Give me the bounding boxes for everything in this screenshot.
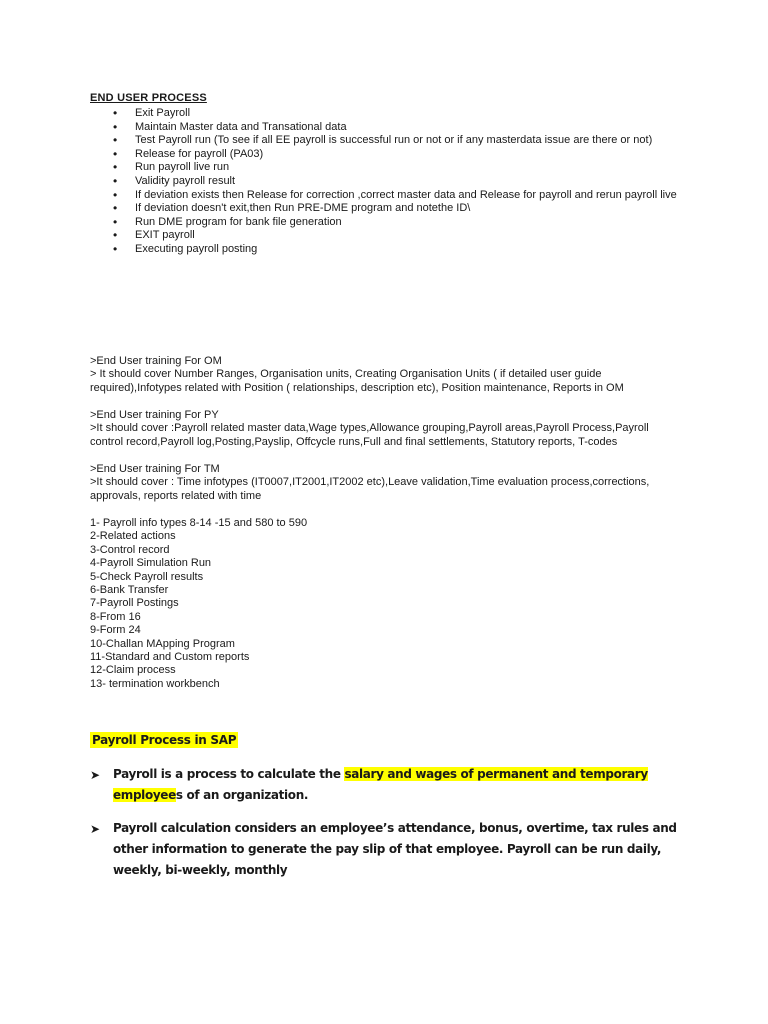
list-item: • Validity payroll result [90,175,690,189]
list-item: • If deviation doesn't exit,then Run PRE-DME program and notethe ID\ [90,202,690,216]
list-item: 7-Payroll Postings [90,597,179,610]
training-py-text: >It should cover :Payroll related master data,Wage types,Allowance grouping,Payroll areas,Payroll Process,Payroll control record,Payroll log,Posting,Payslip, Offcycle runs,Full and final settlements, Statutory reports, T-codes [90,422,652,448]
training-tm-text: >It should cover : Time infotypes (IT0007,IT2001,IT2002 etc),Leave validation,Time evaluation process,corrections, approvals, reports related with time [90,476,653,502]
list-item: • Release for payroll (PA03) [90,148,690,162]
list-item: • Run DME program for bank file generation [90,216,690,230]
list-item: 8-From 16 [90,610,141,623]
training-py-title: >End User training For PY [90,409,219,421]
list-item: • Run payroll live run [90,161,690,175]
point1-text-before: Payroll is a process to calculate the [113,767,345,781]
list-item: • If deviation exists then Release for correction ,correct master data and Release for payroll and rerun payroll live [90,189,690,203]
list-item: 11-Standard and Custom reports [90,651,250,664]
point2-text: Payroll calculation considers an employee’s attendance, bonus, overtime, tax rules and other information to generate the pay slip of that employee. Payroll can be run daily, weekly, bi-weekly, monthly [113,821,677,877]
list-item: • Maintain Master data and Transational data [90,121,690,135]
end-user-process-heading: END USER PROCESS [90,92,207,104]
process-steps-list [90,107,690,257]
list-item: • Test Payroll run (To see if all EE payroll is successful run or not or if any masterdata issue are there or not) [90,134,690,148]
list-item: 10-Challan MApping Program [90,637,235,650]
arrow-bullet-icon: ➤ [90,768,100,782]
training-om-paragraph [90,355,680,395]
list-item: 5-Check Payroll results [90,570,204,583]
list-item: 1- Payroll info types 8-14 -15 and 580 to 590 [90,517,308,529]
numbered-topics-list [90,517,307,691]
arrow-bullet-icon: ➤ [90,822,100,836]
training-om-text: > It should cover Number Ranges, Organisation units, Creating Organisation Units ( if detailed user guide required),Infotypes related with Position ( relationships, description etc), Position maintenance, Reports in OM [90,368,624,394]
list-item: 12-Claim process [90,664,176,677]
list-item: 2-Related actions [90,530,176,543]
list-item: 3-Control record [90,543,170,556]
list-item: • Executing payroll posting [90,243,690,257]
list-item: • Exit Payroll [90,107,690,121]
training-tm-paragraph [90,463,680,503]
point1-text-after: s of an organization. [175,788,309,802]
payroll-process-sap-title: Payroll Process in SAP [92,733,237,747]
sap-points-list [90,764,680,893]
list-item: 9-Form 24 [90,624,141,637]
list-item: 6-Bank Transfer [90,584,169,597]
training-py-paragraph [90,409,680,449]
training-om-title: >End User training For OM [90,355,222,367]
list-item: 4-Payroll Simulation Run [90,557,212,570]
list-item: 13- termination workbench [90,677,220,690]
list-item [90,818,680,881]
point1-highlight: salary and wages of permanent and temporary employee [113,767,648,802]
list-item [90,764,680,806]
list-item: • EXIT payroll [90,229,690,243]
training-tm-title: >End User training For TM [90,463,220,475]
